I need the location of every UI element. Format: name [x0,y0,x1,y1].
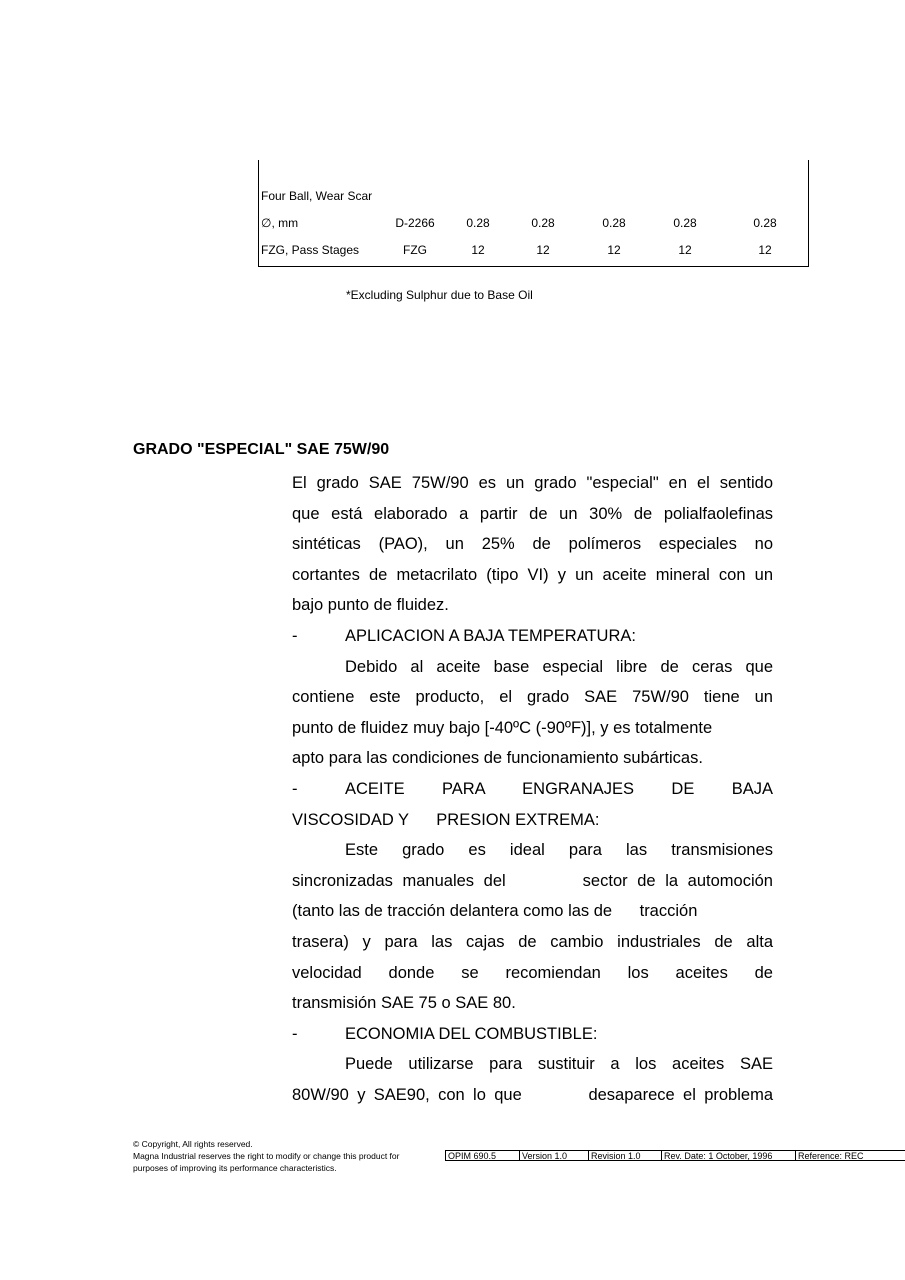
paragraph-line: sincronizadas manuales del sector de la automoción [292,871,773,890]
paragraph-line: velocidad donde se recomiendan los aceites de [292,963,773,982]
paragraph-line: punto de fluidez muy bajo [-40ºC (-90ºF)], y es totalmente [292,718,713,737]
table-cell: 0.28 [673,216,697,230]
table-footnote: *Excluding Sulphur due to Base Oil [346,288,533,302]
table-cell: 0.28 [466,216,490,230]
copyright-text: © Copyright, All rights reserved. [133,1139,253,1149]
table-cell: 12 [758,243,772,257]
paragraph-line: contiene este producto, el grado SAE 75W/90 tiene un [292,688,773,707]
table-row [259,189,808,205]
intro-line: bajo punto de fluidez. [292,596,449,615]
table-cell: 0.28 [531,216,555,230]
intro-line: cortantes de metacrilato (tipo VI) y un aceite mineral con un [292,565,773,584]
test-method: FZG [403,243,427,257]
table-cell: 12 [607,243,621,257]
bullet-title [292,621,773,652]
doc-revision: Revision 1.0 [588,1150,661,1161]
test-method: D-2266 [395,216,435,230]
paragraph-line: Puede utilizarse para sustituir a los aceites SAE [345,1055,773,1074]
table-cell: 12 [471,243,485,257]
paragraph-line: Debido al aceite base especial libre de ceras que [345,657,773,676]
doc-reference: Reference: REC [795,1150,905,1161]
bullet-title [292,1019,773,1050]
table-cell: 12 [536,243,550,257]
bullet-title-continued: VISCOSIDAD Y PRESION EXTREMA: [292,810,600,829]
table-cell: 0.28 [753,216,777,230]
footer-notice [133,1138,399,1174]
rev-date: Rev. Date: 1 October, 1996 [661,1150,795,1161]
paragraph-line: transmisión SAE 75 o SAE 80. [292,994,516,1013]
notice-line: purposes of improving its performance characteristics. [133,1163,337,1173]
table-cell: 0.28 [602,216,626,230]
paragraph-line: (tanto las de tracción delantera como las de tracción [292,902,698,921]
notice-line: Magna Industrial reserves the right to modify or change this product for [133,1151,400,1161]
intro-line: sintéticas (PAO), un 25% de polímeros especiales no [292,535,773,554]
bullet-title [292,774,773,805]
bullet-title-text: ECONOMIA DEL COMBUSTIBLE: [345,1024,598,1043]
row-label: ∅, mm [261,216,299,230]
properties-table [258,160,809,267]
intro-line: El grado SAE 75W/90 es un grado "especial" en el sentido [292,474,773,492]
doc-id: OPIM 690.5 [445,1150,519,1161]
section-heading: GRADO "ESPECIAL" SAE 75W/90 [133,441,390,458]
bullet-dash: - [292,779,298,798]
paragraph-line: trasera) y para las cajas de cambio industriales de alta [292,932,773,951]
paragraph-line: Este grado es ideal para las transmisiones [345,841,773,860]
row-label: Four Ball, Wear Scar [261,189,373,203]
paragraph-line: 80W/90 y SAE90, con lo que desaparece el problema [292,1085,773,1104]
paragraph-line: apto para las condiciones de funcionamiento subárticas. [292,749,703,768]
table-row [259,216,808,232]
table-cell: 12 [678,243,692,257]
row-label: FZG, Pass Stages [261,243,360,257]
bullet-dash: - [292,1024,298,1043]
intro-line: que está elaborado a partir de un 30% de polialfaolefinas [292,504,773,523]
bullet-title-text: APLICACION A BAJA TEMPERATURA: [345,626,636,645]
table-row [259,243,808,259]
doc-version: Version 1.0 [519,1150,588,1161]
bullet-title-text: ACEITE PARA ENGRANAJES DE BAJA [345,779,773,798]
section-body [292,468,773,1110]
bullet-dash: - [292,626,298,645]
